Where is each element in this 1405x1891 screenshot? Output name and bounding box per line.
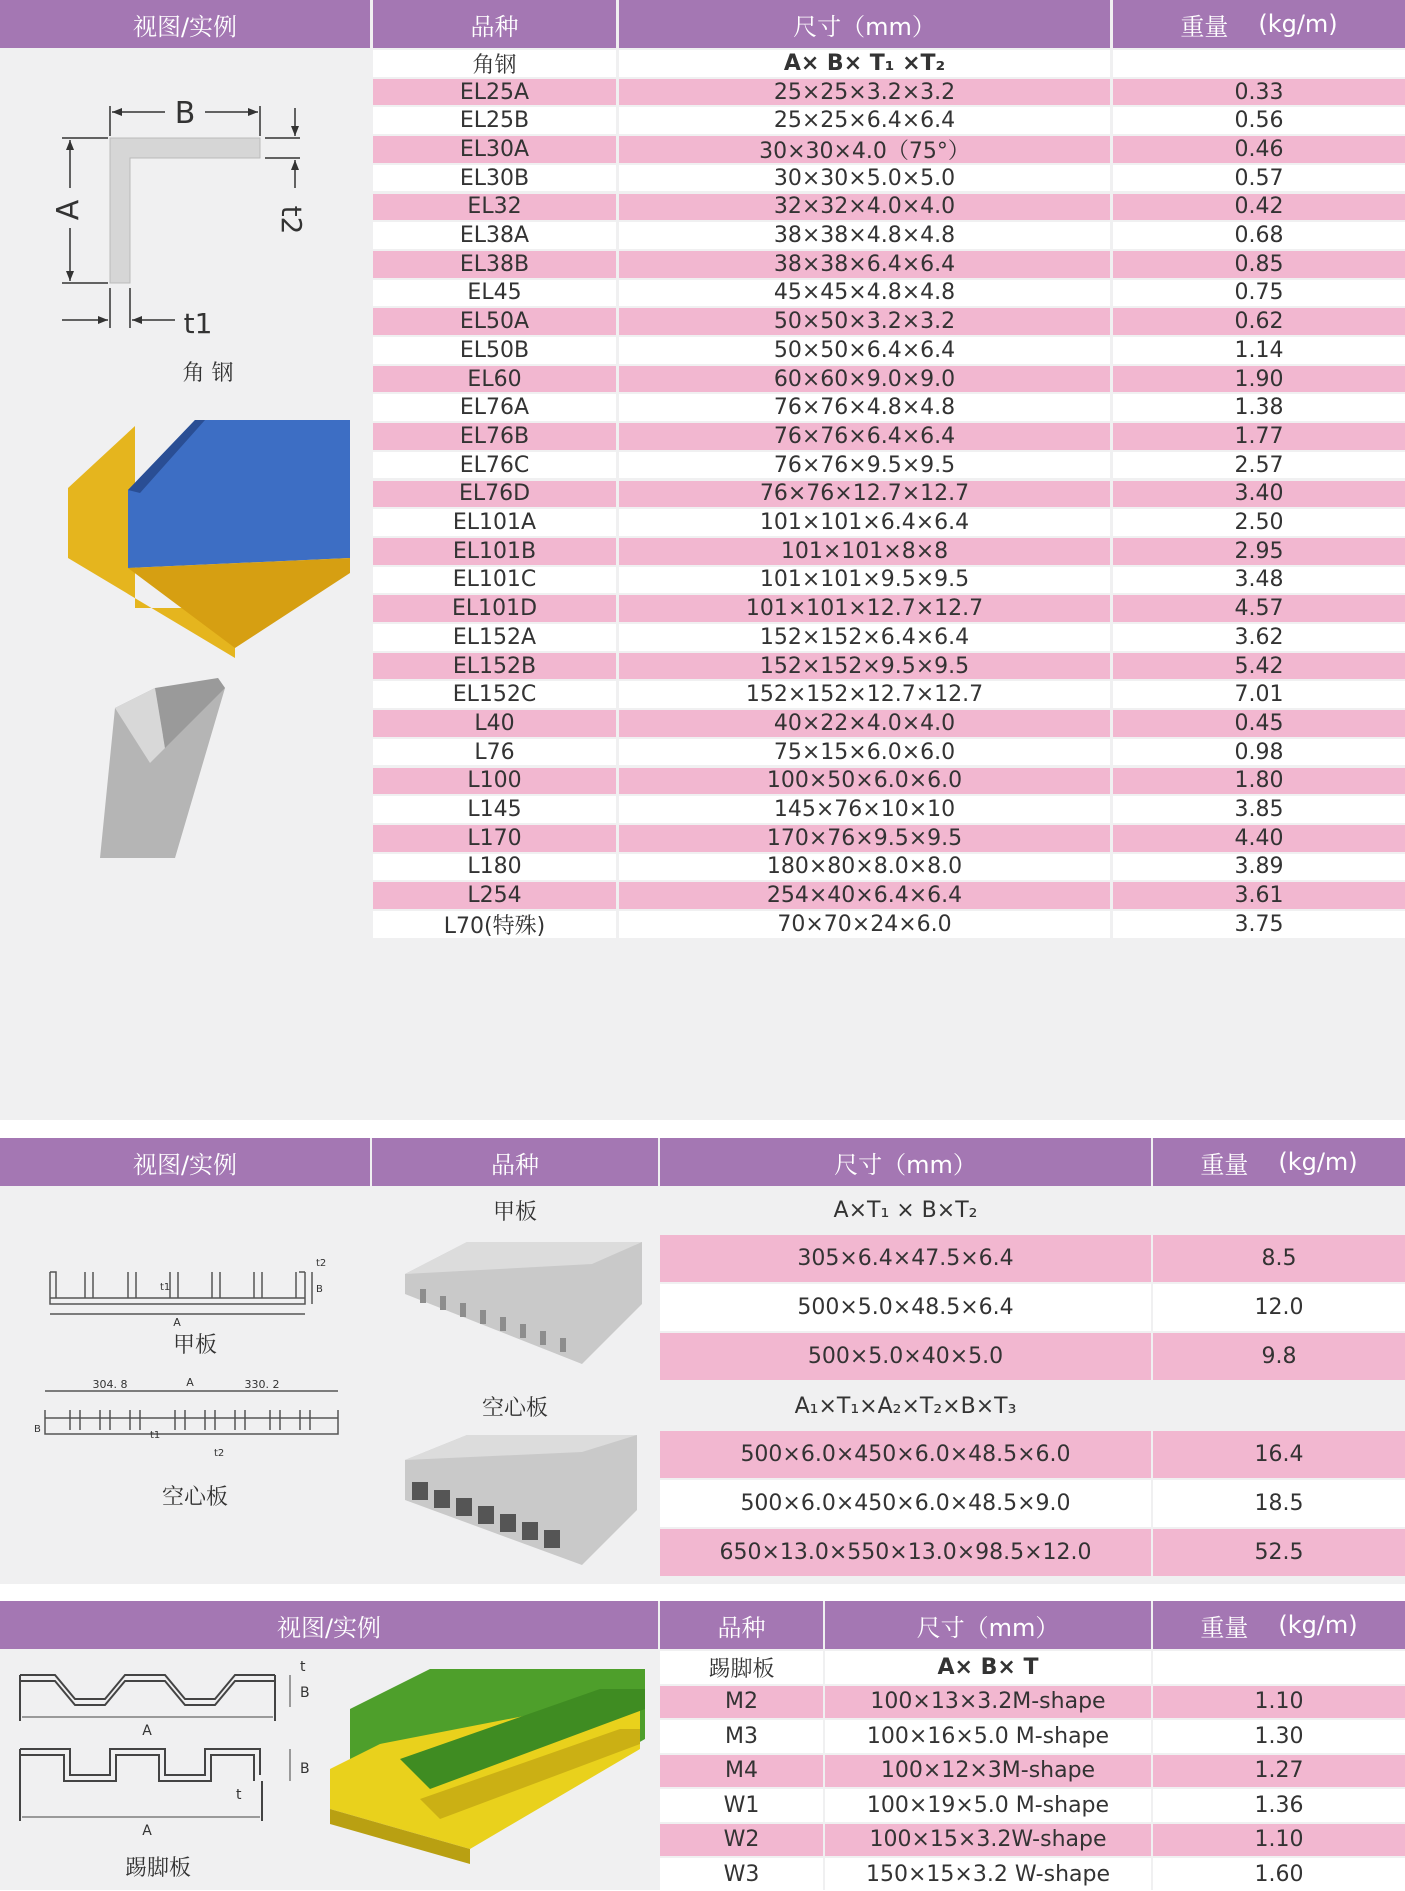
table-cell-variety: EL38B xyxy=(373,251,616,278)
table-cell-variety: L145 xyxy=(373,796,616,823)
table-cell-size: 152×152×9.5×9.5 xyxy=(619,653,1110,680)
table-cell-size: 38×38×4.8×4.8 xyxy=(619,222,1110,249)
table-cell-variety: EL101B xyxy=(373,538,616,565)
table-cell-size: 145×76×10×10 xyxy=(619,796,1110,823)
kick-cell-weight: 1.27 xyxy=(1153,1755,1405,1788)
table-cell-size: 101×101×12.7×12.7 xyxy=(619,595,1110,622)
table-cell-size: 254×40×6.4×6.4 xyxy=(619,882,1110,909)
table-cell-size: 170×76×9.5×9.5 xyxy=(619,825,1110,852)
table-cell-weight: 0.85 xyxy=(1113,251,1405,278)
table-cell-variety: EL25B xyxy=(373,107,616,134)
hollow-size: 500×6.0×450×6.0×48.5×9.0 xyxy=(660,1480,1151,1527)
angle-photo-gray xyxy=(100,678,225,858)
table-cell-weight: 2.95 xyxy=(1113,538,1405,565)
table-cell-size: 75×15×6.0×6.0 xyxy=(619,739,1110,766)
kick-cell-weight: 1.10 xyxy=(1153,1686,1405,1719)
deck-panel-diagram xyxy=(0,1186,370,1584)
deck-panel-table xyxy=(0,1138,1405,1584)
hollow-weight: 52.5 xyxy=(1153,1529,1405,1576)
table-cell-variety: EL60 xyxy=(373,366,616,393)
table-cell-size: 101×101×6.4×6.4 xyxy=(619,509,1110,536)
hollow-formula: A₁×T₁×A₂×T₂×B×T₃ xyxy=(660,1382,1151,1430)
table-cell-variety: EL25A xyxy=(373,79,616,106)
kick-subheader-name: 踢脚板 xyxy=(660,1651,823,1684)
table-cell-variety: L70(特殊) xyxy=(373,911,616,938)
table-cell-weight: 4.57 xyxy=(1113,595,1405,622)
table-cell-variety: EL30A xyxy=(373,136,616,163)
table-cell-weight: 1.77 xyxy=(1113,423,1405,450)
table-cell-variety: EL50A xyxy=(373,308,616,335)
kick-subheader-formula: A× B× T xyxy=(825,1651,1151,1684)
table-cell-variety: L76 xyxy=(373,739,616,766)
kick-cell-variety: M3 xyxy=(660,1720,823,1753)
subheader-formula: A× B× T₁ ×T₂ xyxy=(619,50,1110,77)
table-cell-weight: 2.57 xyxy=(1113,452,1405,479)
hollow-caption: 空心板 xyxy=(161,1485,229,1510)
deck-name: 甲板 xyxy=(372,1186,658,1234)
table-cell-variety: L40 xyxy=(373,710,616,737)
header-size-3: 尺寸（mm） xyxy=(825,1601,1151,1649)
table-cell-weight: 3.75 xyxy=(1113,911,1405,938)
angle-profile-shape xyxy=(110,138,260,283)
table-cell-weight: 0.42 xyxy=(1113,194,1405,221)
table-cell-size: 30×30×5.0×5.0 xyxy=(619,165,1110,192)
table-cell-weight: 0.56 xyxy=(1113,107,1405,134)
table-cell-weight: 3.48 xyxy=(1113,567,1405,594)
hollow-dim-a: A xyxy=(186,1376,194,1389)
deck-dim-t2: t2 xyxy=(316,1258,327,1269)
table-cell-size: 152×152×6.4×6.4 xyxy=(619,624,1110,651)
table-cell-weight: 2.50 xyxy=(1113,509,1405,536)
kick-dim-b2: B xyxy=(300,1761,310,1777)
header-variety: 品种 xyxy=(373,0,616,48)
hollow-dim-b: B xyxy=(34,1424,41,1435)
deck-dim-a: A xyxy=(173,1316,181,1329)
dim-label-a: A xyxy=(51,199,86,221)
table-cell-variety: L170 xyxy=(373,825,616,852)
table-cell-variety: EL152C xyxy=(373,681,616,708)
table-cell-weight: 0.46 xyxy=(1113,136,1405,163)
subheader-blank xyxy=(1113,50,1405,77)
hollow-size: 500×6.0×450×6.0×48.5×6.0 xyxy=(660,1431,1151,1478)
kick-cell-weight: 1.30 xyxy=(1153,1720,1405,1753)
table-cell-weight: 1.80 xyxy=(1113,768,1405,795)
deck-size: 305×6.4×47.5×6.4 xyxy=(660,1235,1151,1282)
table-cell-variety: L254 xyxy=(373,882,616,909)
table-cell-weight: 7.01 xyxy=(1113,681,1405,708)
table-cell-size: 76×76×6.4×6.4 xyxy=(619,423,1110,450)
table-cell-variety: EL101C xyxy=(373,567,616,594)
table-cell-weight: 0.62 xyxy=(1113,308,1405,335)
table-cell-variety: EL76D xyxy=(373,481,616,508)
table-cell-size: 30×30×4.0（75°） xyxy=(619,136,1110,163)
diagram-caption: 角 钢 xyxy=(182,361,234,386)
table-cell-variety: EL30B xyxy=(373,165,616,192)
deck-size: 500×5.0×40×5.0 xyxy=(660,1333,1151,1380)
deck-formula: A×T₁ × B×T₂ xyxy=(660,1186,1151,1234)
table-cell-weight: 0.33 xyxy=(1113,79,1405,106)
kick-plate-table xyxy=(0,1601,1405,1890)
table-cell-weight: 0.75 xyxy=(1113,280,1405,307)
hollow-name: 空心板 xyxy=(372,1382,658,1430)
hollow-dim-t1: t1 xyxy=(150,1430,161,1441)
table-cell-variety: EL38A xyxy=(373,222,616,249)
deck-weight: 12.0 xyxy=(1153,1284,1405,1331)
kick-cell-weight: 1.60 xyxy=(1153,1858,1405,1891)
table-cell-size: 76×76×4.8×4.8 xyxy=(619,394,1110,421)
table-cell-size: 45×45×4.8×4.8 xyxy=(619,280,1110,307)
table-cell-variety: EL32 xyxy=(373,194,616,221)
table-cell-variety: EL50B xyxy=(373,337,616,364)
kick-plate-diagram xyxy=(0,1649,658,1890)
table-cell-weight: 1.90 xyxy=(1113,366,1405,393)
kick-cell-variety: M2 xyxy=(660,1686,823,1719)
table-cell-size: 40×22×4.0×4.0 xyxy=(619,710,1110,737)
table-cell-size: 100×50×6.0×6.0 xyxy=(619,768,1110,795)
table-cell-variety: L100 xyxy=(373,768,616,795)
table-cell-weight: 0.57 xyxy=(1113,165,1405,192)
deck-size: 500×5.0×48.5×6.4 xyxy=(660,1284,1151,1331)
header-view: 视图/实例 xyxy=(0,0,370,48)
kick-dim-t1: t xyxy=(300,1659,306,1675)
table-cell-weight: 4.40 xyxy=(1113,825,1405,852)
hollow-dim-left: 304. 8 xyxy=(92,1378,128,1391)
kick-cell-variety: M4 xyxy=(660,1755,823,1788)
table-cell-weight: 3.89 xyxy=(1113,854,1405,881)
table-cell-weight: 0.68 xyxy=(1113,222,1405,249)
table-cell-weight: 3.62 xyxy=(1113,624,1405,651)
deck-dim-t1: t1 xyxy=(160,1282,171,1293)
deck-weight: 9.8 xyxy=(1153,1333,1405,1380)
hollow-dim-t2: t2 xyxy=(214,1448,225,1459)
hollow-dim-right: 330. 2 xyxy=(244,1378,280,1391)
kick-cell-size: 100×12×3M-shape xyxy=(825,1755,1151,1788)
table-cell-variety: EL45 xyxy=(373,280,616,307)
header-weight-3: 重量 (kg/m) xyxy=(1153,1601,1405,1649)
dim-label-b: B xyxy=(174,96,196,131)
hollow-weight: 18.5 xyxy=(1153,1480,1405,1527)
deck-weight: 8.5 xyxy=(1153,1235,1405,1282)
table-cell-variety: EL152A xyxy=(373,624,616,651)
table-cell-variety: EL76B xyxy=(373,423,616,450)
table-cell-size: 180×80×8.0×8.0 xyxy=(619,854,1110,881)
table-cell-size: 25×25×3.2×3.2 xyxy=(619,79,1110,106)
angle-steel-diagram xyxy=(0,48,370,1120)
table-cell-size: 101×101×8×8 xyxy=(619,538,1110,565)
table-cell-variety: EL101D xyxy=(373,595,616,622)
table-cell-size: 101×101×9.5×9.5 xyxy=(619,567,1110,594)
kick-cell-variety: W3 xyxy=(660,1858,823,1891)
table-cell-weight: 3.61 xyxy=(1113,882,1405,909)
header-view-3: 视图/实例 xyxy=(0,1601,658,1649)
table-cell-variety: EL76C xyxy=(373,452,616,479)
table-cell-size: 152×152×12.7×12.7 xyxy=(619,681,1110,708)
hollow-size: 650×13.0×550×13.0×98.5×12.0 xyxy=(660,1529,1151,1576)
kick-cell-size: 100×16×5.0 M-shape xyxy=(825,1720,1151,1753)
deck-dim-b: B xyxy=(316,1284,323,1295)
hollow-formula-blank xyxy=(1153,1382,1405,1430)
table-cell-variety: L180 xyxy=(373,854,616,881)
kick-dim-b1: B xyxy=(300,1685,310,1701)
table-cell-variety: EL76A xyxy=(373,394,616,421)
kick-cell-weight: 1.36 xyxy=(1153,1789,1405,1822)
table-cell-size: 60×60×9.0×9.0 xyxy=(619,366,1110,393)
table-cell-size: 50×50×6.4×6.4 xyxy=(619,337,1110,364)
table-cell-weight: 3.85 xyxy=(1113,796,1405,823)
header-variety-2: 品种 xyxy=(372,1138,658,1186)
subheader-name: 角钢 xyxy=(373,50,616,77)
deck-caption: 甲板 xyxy=(172,1333,218,1358)
header-variety-3: 品种 xyxy=(660,1601,823,1649)
table-cell-size: 25×25×6.4×6.4 xyxy=(619,107,1110,134)
table-cell-size: 70×70×24×6.0 xyxy=(619,911,1110,938)
kick-dim-t2: t xyxy=(236,1787,242,1803)
table-cell-weight: 1.14 xyxy=(1113,337,1405,364)
kick-plate-photo xyxy=(330,1669,645,1864)
table-cell-variety: EL101A xyxy=(373,509,616,536)
kick-dim-a1: A xyxy=(142,1723,152,1739)
header-weight: 重量 (kg/m) xyxy=(1113,0,1405,48)
table-cell-size: 76×76×12.7×12.7 xyxy=(619,481,1110,508)
hollow-photo xyxy=(372,1430,658,1584)
dim-label-t2: t2 xyxy=(275,205,308,235)
dim-label-t1: t1 xyxy=(183,307,213,340)
hollow-weight: 16.4 xyxy=(1153,1431,1405,1478)
table-cell-weight: 5.42 xyxy=(1113,653,1405,680)
header-size-2: 尺寸（mm） xyxy=(660,1138,1151,1186)
table-cell-weight: 0.45 xyxy=(1113,710,1405,737)
header-size: 尺寸（mm） xyxy=(619,0,1110,48)
table-cell-weight: 0.98 xyxy=(1113,739,1405,766)
table-cell-size: 38×38×6.4×6.4 xyxy=(619,251,1110,278)
table-cell-size: 76×76×9.5×9.5 xyxy=(619,452,1110,479)
kick-cell-size: 100×15×3.2W-shape xyxy=(825,1824,1151,1857)
table-cell-weight: 1.38 xyxy=(1113,394,1405,421)
kick-subheader-blank xyxy=(1153,1651,1405,1684)
kick-cell-size: 100×19×5.0 M-shape xyxy=(825,1789,1151,1822)
kick-cell-variety: W1 xyxy=(660,1789,823,1822)
table-cell-weight: 3.40 xyxy=(1113,481,1405,508)
kick-cell-size: 150×15×3.2 W-shape xyxy=(825,1858,1151,1891)
header-weight-2: 重量 (kg/m) xyxy=(1153,1138,1405,1186)
angle-photo-colored xyxy=(65,420,350,660)
deck-photo xyxy=(372,1234,658,1382)
header-view-2: 视图/实例 xyxy=(0,1138,370,1186)
kick-caption: 踢脚板 xyxy=(124,1856,192,1881)
kick-dim-a2: A xyxy=(142,1823,152,1839)
table-cell-variety: EL152B xyxy=(373,653,616,680)
kick-cell-variety: W2 xyxy=(660,1824,823,1857)
deck-formula-blank xyxy=(1153,1186,1405,1234)
kick-cell-weight: 1.10 xyxy=(1153,1824,1405,1857)
table-cell-size: 32×32×4.0×4.0 xyxy=(619,194,1110,221)
kick-cell-size: 100×13×3.2M-shape xyxy=(825,1686,1151,1719)
table-cell-size: 50×50×3.2×3.2 xyxy=(619,308,1110,335)
